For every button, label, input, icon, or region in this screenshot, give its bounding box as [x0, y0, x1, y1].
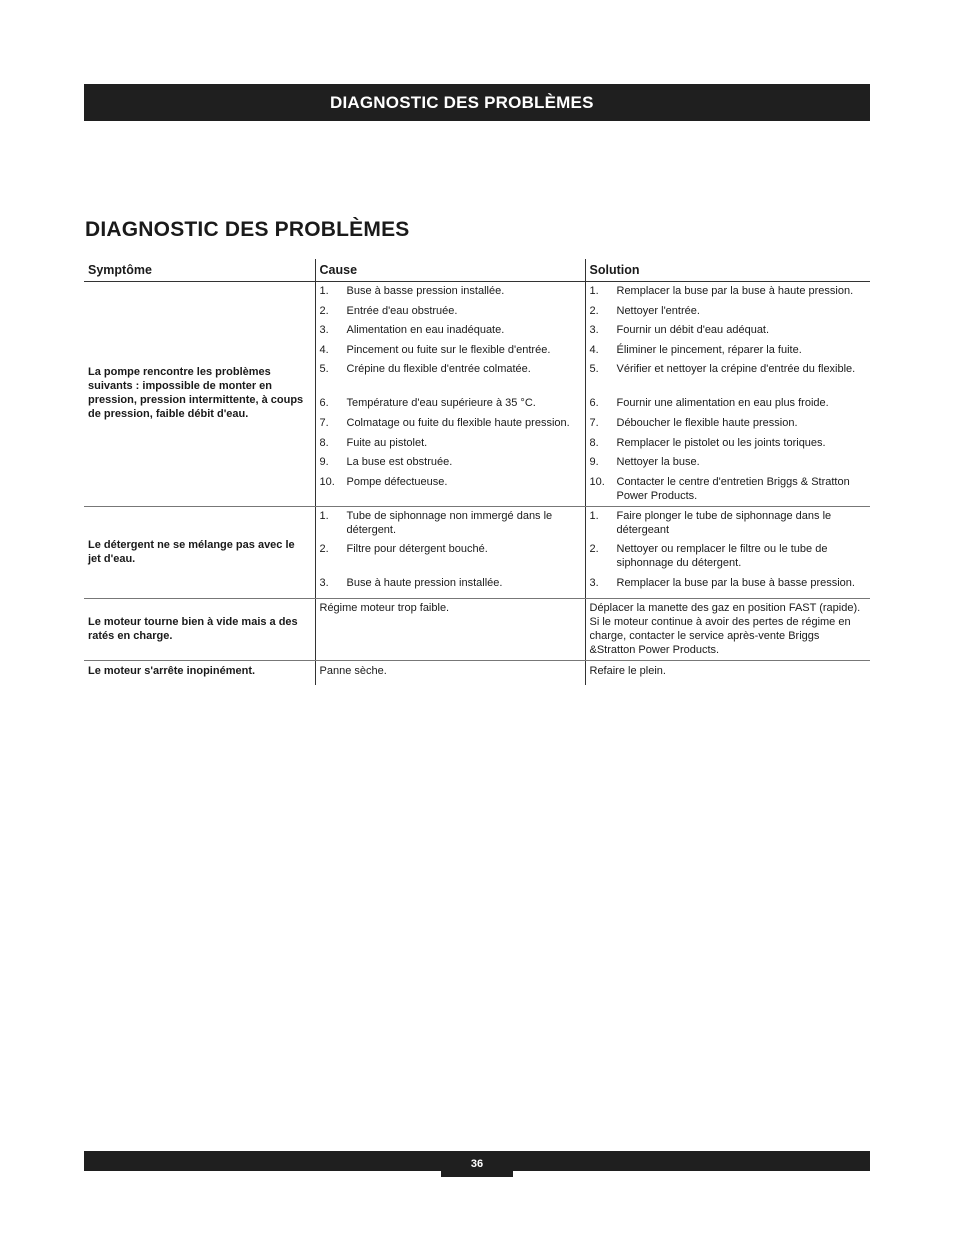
- cause-text: Entrée d'eau obstruée.: [346, 304, 458, 317]
- cause-text: Buse à haute pression installée.: [346, 576, 503, 589]
- cause-text: La buse est obstruée.: [346, 456, 453, 469]
- item-number: 3.: [319, 576, 329, 589]
- item-number: 8.: [589, 436, 599, 449]
- item-number: 10.: [589, 475, 605, 488]
- solution-item: [590, 542, 867, 576]
- item-number: 9.: [319, 456, 329, 469]
- cause-item: [320, 542, 581, 576]
- item-number: 4.: [589, 343, 599, 356]
- solution-cell: [585, 282, 870, 507]
- solution-item: [590, 416, 867, 436]
- cause-item: [320, 323, 581, 343]
- solution-item: [590, 343, 867, 363]
- cause-item: [320, 576, 581, 596]
- solution-item: [590, 509, 867, 542]
- item-number: 5.: [319, 363, 329, 376]
- solution-text: Éliminer le pincement, réparer la fuite.: [616, 343, 802, 356]
- table-row: [84, 599, 870, 661]
- cause-text: Buse à basse pression installée.: [346, 285, 505, 297]
- header-title: DIAGNOSTIC DES PROBLÈMES: [330, 92, 594, 112]
- cause-cell: [315, 282, 585, 507]
- item-number: 6.: [589, 397, 599, 410]
- solution-item: [590, 475, 867, 503]
- solution-item: [590, 323, 867, 343]
- solution-text: Remplacer la buse par la buse à basse pression.: [616, 576, 855, 589]
- troubleshooting-table: [84, 259, 870, 685]
- solution-item: [590, 436, 867, 456]
- solution-text: Nettoyer ou remplacer le filtre ou le tube de siphonnage du détergent.: [616, 542, 828, 569]
- table-header-row: [84, 259, 870, 282]
- item-number: 6.: [319, 397, 329, 410]
- solution-text: Remplacer la buse par la buse à haute pression.: [616, 285, 854, 297]
- item-number: 3.: [589, 576, 599, 589]
- item-number: 7.: [589, 416, 599, 429]
- symptom-cell: La pompe rencontre les problèmes suivants : impossible de monter en pression, pression intermittente, à coups de pression, faible débit d'eau.: [84, 282, 315, 507]
- section-title: DIAGNOSTIC DES PROBLÈMES: [85, 218, 410, 241]
- solution-cell: [585, 506, 870, 599]
- cause-text: Crépine du flexible d'entrée colmatée.: [346, 363, 531, 376]
- cause-text: Pompe défectueuse.: [346, 475, 448, 488]
- item-number: 2.: [319, 542, 329, 555]
- cause-cell: [315, 506, 585, 599]
- table-row: [84, 282, 870, 507]
- cause-item: [320, 343, 581, 363]
- item-number: 10.: [319, 475, 335, 488]
- item-number: 5.: [589, 363, 599, 376]
- cause-text: Température d'eau supérieure à 35 °C.: [346, 397, 536, 410]
- page-number: [441, 1151, 513, 1177]
- item-number: 2.: [589, 542, 599, 555]
- cause-item: [320, 304, 581, 324]
- column-header-cause: Cause: [315, 259, 585, 282]
- item-number: 1.: [589, 509, 599, 522]
- cause-text: Fuite au pistolet.: [346, 436, 428, 449]
- cause-item: [320, 436, 581, 456]
- item-number: 2.: [589, 304, 599, 317]
- solution-item: [590, 396, 867, 416]
- cause-text: Alimentation en eau inadéquate.: [346, 324, 505, 337]
- cause-text: Tube de siphonnage non immergé dans le détergent.: [346, 509, 553, 536]
- solution-item: [590, 455, 867, 475]
- page-number-text: 36: [470, 1158, 484, 1170]
- item-number: 9.: [589, 456, 599, 469]
- cause-text: Filtre pour détergent bouché.: [346, 542, 488, 555]
- item-number: 8.: [319, 436, 329, 449]
- solution-item: [590, 284, 867, 304]
- item-number: 1.: [589, 285, 599, 297]
- item-number: 3.: [589, 324, 599, 337]
- table-row: [84, 506, 870, 599]
- solution-text: Nettoyer l'entrée.: [616, 304, 700, 317]
- item-number: 7.: [319, 416, 329, 429]
- item-number: 1.: [319, 285, 329, 297]
- solution-item: [590, 576, 867, 596]
- solution-text: Fournir une alimentation en eau plus froide.: [616, 397, 829, 410]
- solution-cell: Refaire le plein.: [585, 661, 870, 686]
- cause-text: Colmatage ou fuite du flexible haute pression.: [346, 416, 570, 429]
- solution-text: Fournir un débit d'eau adéquat.: [616, 324, 770, 337]
- cause-item: [320, 475, 581, 503]
- cause-item: [320, 284, 581, 304]
- solution-item: [590, 304, 867, 324]
- solution-cell: Déplacer la manette des gaz en position FAST (rapide). Si le moteur continue à avoir des pertes de régime en charge, contacter le service après-vente Briggs &Stratton Power Products.: [585, 599, 870, 661]
- symptom-cell: Le moteur s'arrête inopinément.: [88, 665, 256, 678]
- item-number: 1.: [319, 509, 329, 522]
- column-header-solution: Solution: [585, 259, 870, 282]
- cause-item: [320, 509, 581, 542]
- solution-text: Déboucher le flexible haute pression.: [616, 416, 798, 429]
- solution-text: Faire plonger le tube de siphonnage dans le détergeant: [616, 509, 832, 536]
- symptom-cell: Le détergent ne se mélange pas avec le jet d'eau.: [84, 506, 315, 599]
- cause-cell: Panne sèche.: [315, 661, 585, 686]
- cause-cell: Régime moteur trop faible.: [315, 599, 585, 661]
- solution-item: [590, 362, 867, 396]
- item-number: 3.: [319, 324, 329, 337]
- solution-text: Contacter le centre d'entretien Briggs & Stratton Power Products.: [616, 475, 850, 502]
- header-bar: [84, 84, 870, 121]
- symptom-cell: Le moteur tourne bien à vide mais a des ratés en charge.: [84, 599, 315, 661]
- cause-item: [320, 396, 581, 416]
- column-header-symptom: Symptôme: [84, 259, 315, 282]
- cause-item: [320, 416, 581, 436]
- item-number: 2.: [319, 304, 329, 317]
- solution-text: Remplacer le pistolet ou les joints toriques.: [616, 436, 826, 449]
- cause-text: Pincement ou fuite sur le flexible d'entrée.: [346, 343, 551, 356]
- solution-text: Vérifier et nettoyer la crépine d'entrée du flexible.: [616, 363, 856, 376]
- item-number: 4.: [319, 343, 329, 356]
- solution-text: Nettoyer la buse.: [616, 456, 700, 469]
- table-row: [84, 661, 870, 686]
- cause-item: [320, 362, 581, 396]
- cause-item: [320, 455, 581, 475]
